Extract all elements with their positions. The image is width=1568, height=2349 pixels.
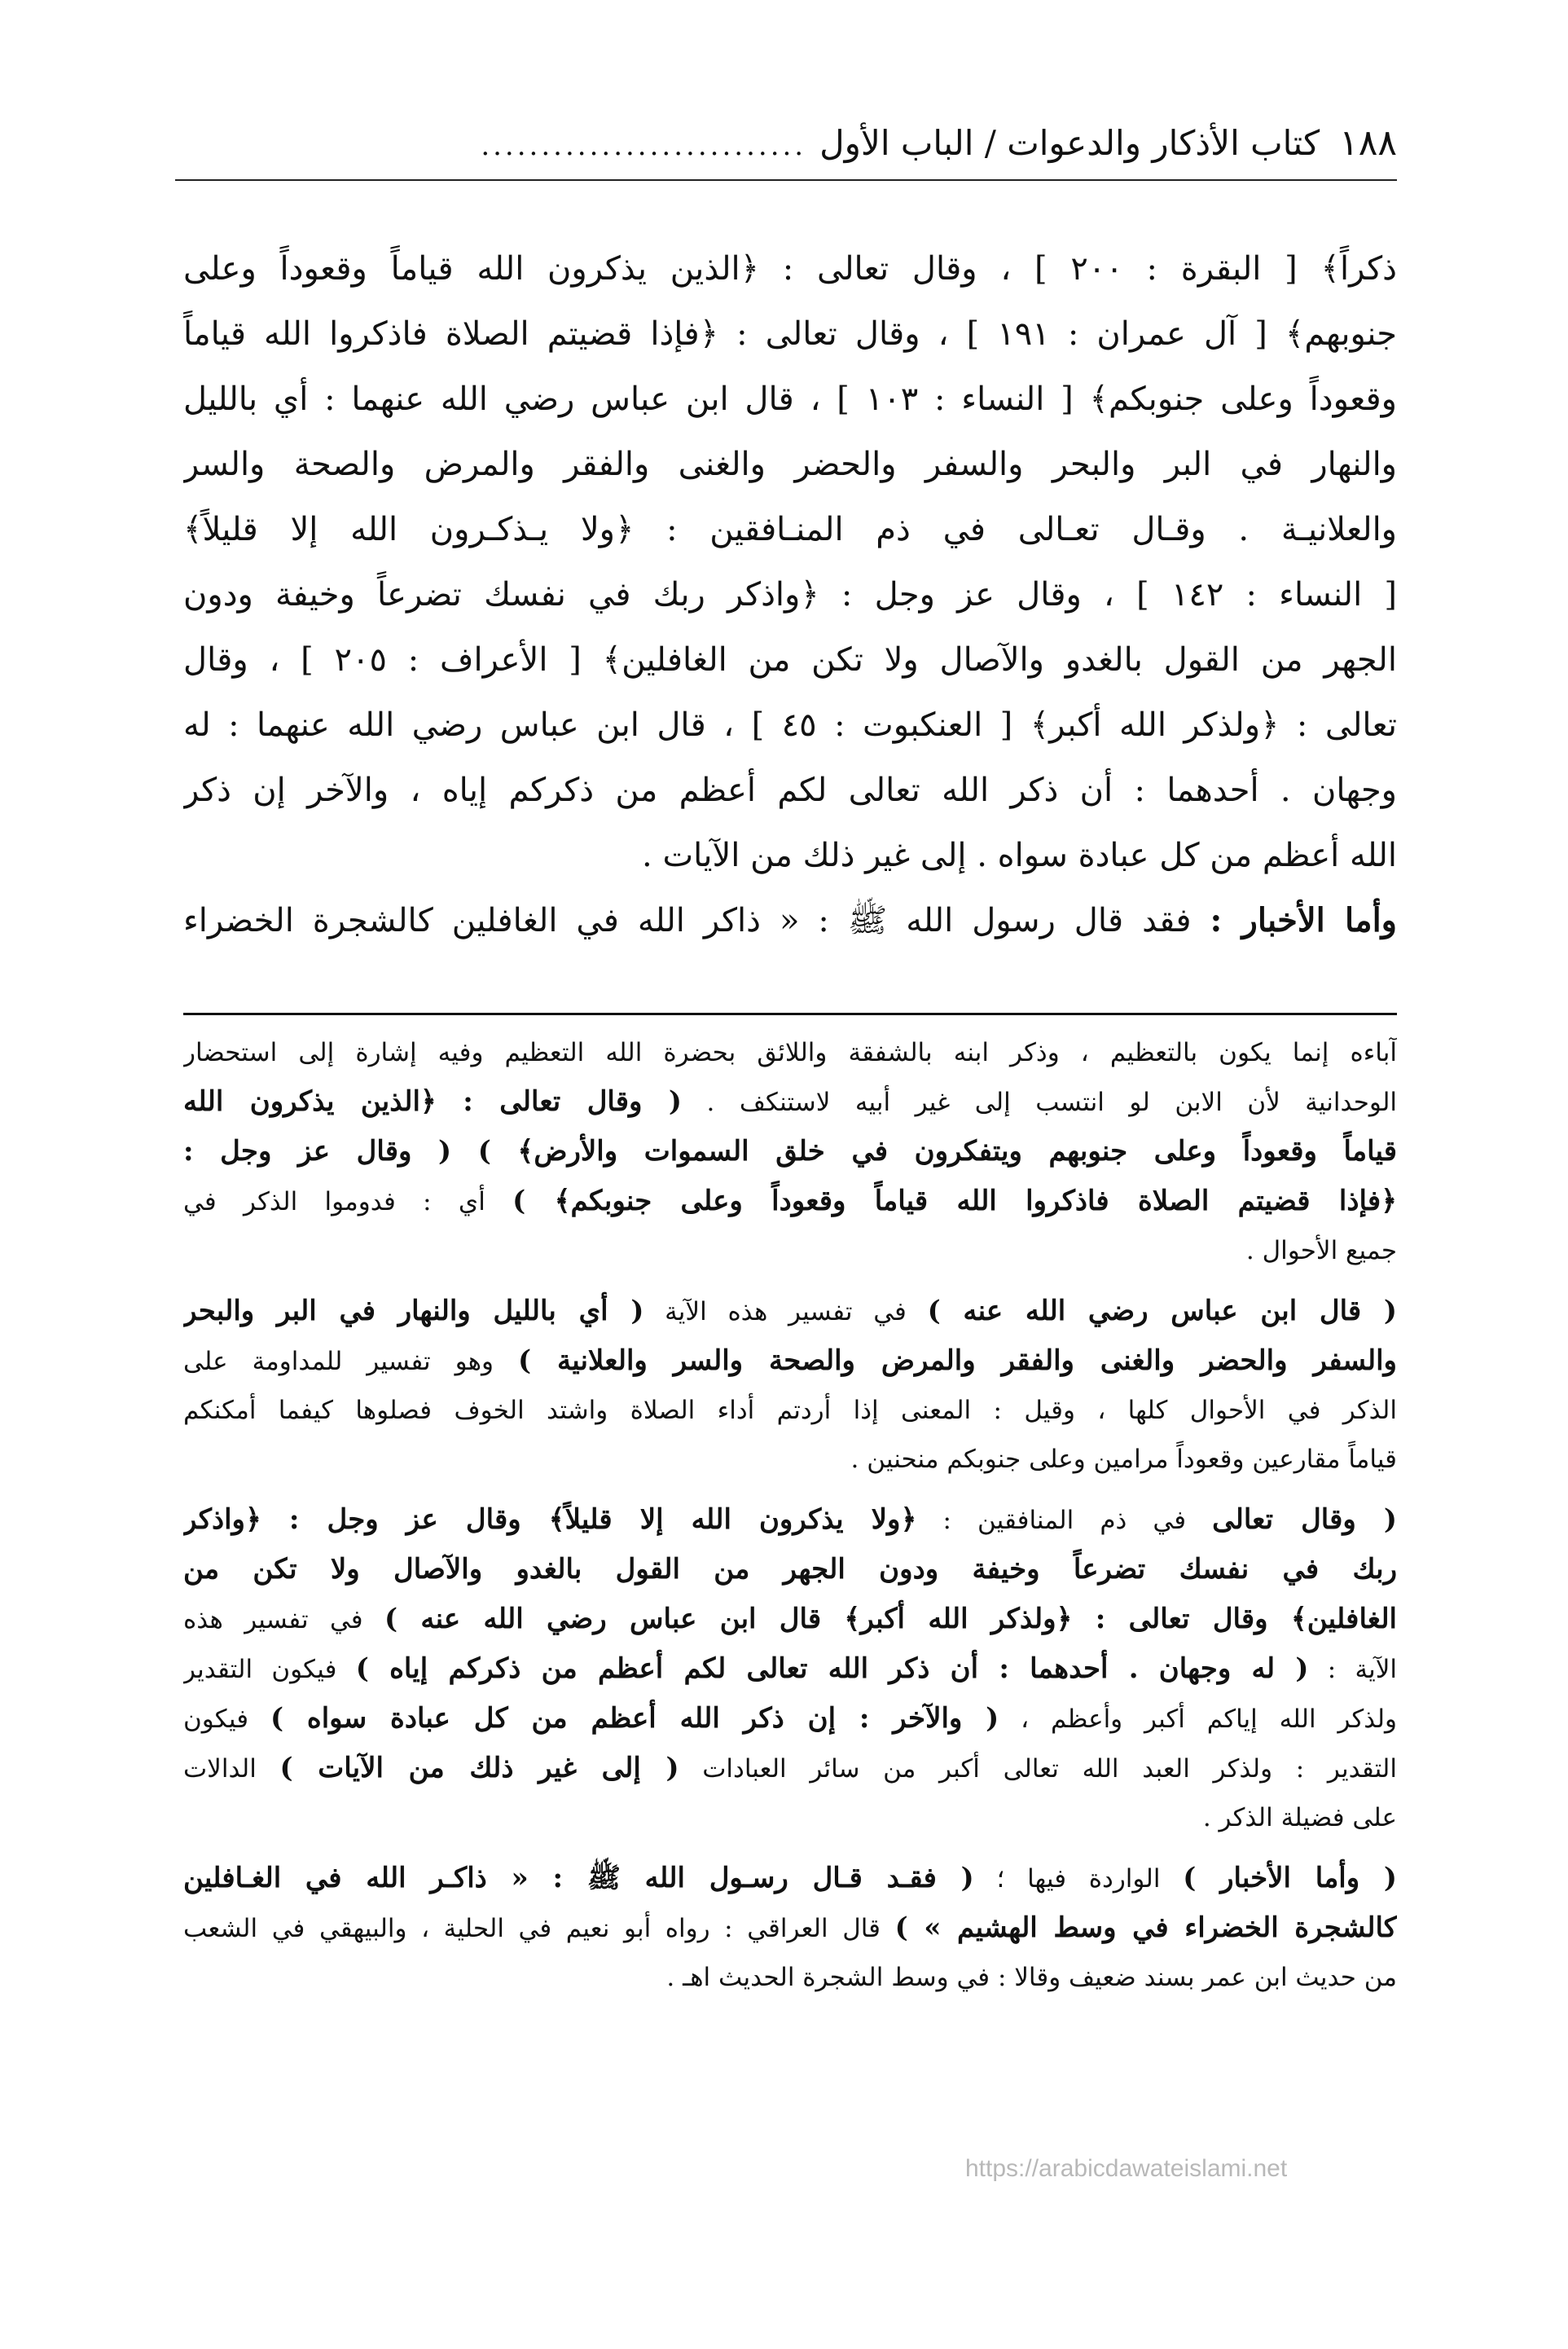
commentary-bold: كالشجرة الخضراء في وسط الهشيم » )	[894, 1911, 1397, 1944]
commentary-paragraph	[183, 1495, 1397, 1842]
main-line: والنهار في البر والبحر والسفر والحضر والغنى والفقر والمرض والصحة والسر	[183, 446, 1397, 483]
commentary-text: في تفسير هذه	[183, 1605, 363, 1634]
commentary-line	[183, 1744, 1397, 1793]
main-line: الله أعظم من كل عبادة سواه . إلى غير ذلك من الآيات .	[642, 837, 1397, 874]
main-line: الجهر من القول بالغدو والآصال ولا تكن من الغافلين﴾ [ الأعراف : ٢٠٥ ] ، وقال	[183, 641, 1397, 679]
commentary-bold: ( إلى غير ذلك من الآيات )	[279, 1752, 679, 1784]
commentary-text: فيكون التقدير	[183, 1655, 337, 1684]
main-line: وجهان . أحدهما : أن ذكر الله تعالى لكم أعظم من ذكركم إياه ، والآخر إن ذكر	[183, 772, 1397, 809]
commentary-text: الآية :	[1327, 1655, 1397, 1684]
main-line: جنوبهم﴾ [ آل عمران : ١٩١ ] ، وقال تعالى : ﴿فإذا قضيتم الصلاة فاذكروا الله قياماً	[183, 315, 1397, 353]
commentary	[183, 1028, 1397, 2013]
page-number: ١٨٨	[1339, 122, 1397, 164]
commentary-text: الواردة فيها ؛	[996, 1864, 1161, 1894]
commentary-line: قياماً مقارعين وقعوداً مرامين وعلى جنوبكم منحنين .	[850, 1445, 1397, 1474]
commentary-line	[183, 1545, 1397, 1595]
commentary-bold: ﴿فإذا قضيتم الصلاة فاذكروا الله قياماً وقعوداً وعلى جنوبكم﴾ )	[512, 1185, 1397, 1217]
commentary-line	[183, 1644, 1397, 1694]
commentary-bold: ( فقـد قـال رسـول الله ﷺ : « ذاكـر الله في الغـافلين	[183, 1862, 974, 1894]
commentary-line: آباءه إنما يكون بالتعظيم ، وذكر ابنه بالشفقة واللائق بحضرة الله التعظيم وفيه إشارة إلى استحضار	[183, 1038, 1397, 1067]
commentary-line	[183, 1077, 1397, 1127]
footnote-separator	[183, 1013, 1397, 1015]
commentary-text: الدالات	[183, 1754, 257, 1784]
commentary-text: وهو تفسير للمداومة على	[183, 1347, 494, 1376]
commentary-paragraph	[183, 1028, 1397, 1275]
commentary-text: فيكون	[183, 1705, 249, 1734]
commentary-paragraph	[183, 1854, 1397, 2002]
commentary-line: من حديث ابن عمر بسند ضعيف وقالا : في وسط الشجرة الحديث اهـ .	[666, 1963, 1397, 1992]
main-text	[183, 236, 1397, 953]
main-line: تعالى : ﴿ولذكر الله أكبر﴾ [ العنكبوت : ٤٥ ] ، قال ابن عباس رضي الله عنهما : له	[183, 706, 1397, 744]
running-title: كتاب الأذكار والدعوات / الباب الأول	[819, 123, 1320, 163]
commentary-line	[183, 1127, 1397, 1177]
main-line-akhbar	[183, 888, 1397, 953]
commentary-bold: الغافلين﴾ وقال تعالى : ﴿ولذكر الله أكبر﴾ قال ابن عباس رضي الله عنه )	[384, 1603, 1397, 1635]
akhbar-label: وأما الأخبار :	[1210, 901, 1397, 939]
commentary-bold: والسفر والحضر والغنى والفقر والمرض والصحة والسر والعلانية )	[517, 1344, 1397, 1377]
commentary-bold: ربك في نفسك تضرعاً وخيفة ودون الجهر من القول بالغدو والآصال ولا تكن من	[183, 1553, 1397, 1586]
commentary-line	[183, 1495, 1397, 1545]
page-header	[175, 122, 1397, 181]
commentary-line	[183, 1287, 1397, 1336]
commentary-bold: ( وقال تعالى : ﴿الذين يذكرون الله	[183, 1085, 683, 1118]
commentary-bold: ( له وجهان . أحدهما : أن ذكر الله تعالى لكم أعظم من ذكركم إياه )	[355, 1652, 1309, 1685]
commentary-bold: ( قال ابن عباس رضي الله عنه )	[927, 1295, 1397, 1327]
commentary-bold: ﴿ولا يذكرون الله إلا قليلاً﴾ وقال عز وجل : ﴿واذكر	[183, 1503, 917, 1536]
commentary-text: في ذم المنافقين :	[942, 1506, 1187, 1535]
commentary-bold: قياماً وقعوداً وعلى جنوبهم ويتفكرون في خلق السموات والأرض﴾ ) ( وقال عز وجل :	[183, 1135, 1397, 1168]
main-line: [ النساء : ١٤٢ ] ، وقال عز وجل : ﴿واذكر ربك في نفسك تضرعاً وخيفة ودون	[183, 576, 1397, 614]
commentary-text: أي : فدوموا الذكر في	[183, 1187, 485, 1216]
main-line: والعلانيـة . وقـال تعـالى في ذم المنـافقين : ﴿ولا يـذكـرون الله إلا قليلاً﴾	[183, 511, 1397, 548]
commentary-line	[183, 1903, 1397, 1953]
commentary-bold: ( وأما الأخبار )	[1183, 1862, 1397, 1894]
commentary-line: على فضيلة الذكر .	[1202, 1803, 1397, 1832]
commentary-paragraph	[183, 1287, 1397, 1484]
commentary-line: جميع الأحوال .	[1245, 1236, 1397, 1265]
commentary-text: في تفسير هذه الآية	[665, 1297, 907, 1326]
commentary-line	[183, 1854, 1397, 1903]
header-dots: ...........................	[481, 130, 807, 162]
watermark-url: https://arabicdawateislami.net	[965, 2155, 1288, 2182]
commentary-line	[183, 1595, 1397, 1644]
akhbar-text: فقد قال رسول الله ﷺ : « ذاكر الله في الغافلين كالشجرة الخضراء	[183, 902, 1192, 939]
commentary-text: قال العراقي : رواه أبو نعيم في الحلية ، والبيهقي في الشعب	[183, 1914, 881, 1943]
commentary-text: الوحدانية لأن الابن لو انتسب إلى غير أبيه لاستنكف .	[706, 1088, 1397, 1117]
main-line: وقعوداً وعلى جنوبكم﴾ [ النساء : ١٠٣ ] ، قال ابن عباس رضي الله عنهما : أي بالليل	[183, 381, 1397, 418]
commentary-bold: ( والآخر : إن ذكر الله أعظم من كل عبادة سواه )	[270, 1702, 999, 1735]
commentary-line: الذكر في الأحوال كلها ، وقيل : المعنى إذا أردتم أداء الصلاة واشتد الخوف فصلوها كيفما أمكنكم	[183, 1396, 1397, 1425]
commentary-text: التقدير : ولذكر العبد الله تعالى أكبر من سائر العبادات	[702, 1754, 1397, 1784]
commentary-bold: ( وقال تعالى	[1212, 1503, 1397, 1536]
commentary-text: ولذكر الله إياكم أكبر وأعظم ،	[1021, 1705, 1397, 1734]
commentary-line	[183, 1336, 1397, 1386]
commentary-bold: ( أي بالليل والنهار في البر والبحر	[183, 1295, 644, 1327]
main-line: ذكراً﴾ [ البقرة : ٢٠٠ ] ، وقال تعالى : ﴿الذين يذكرون الله قياماً وقعوداً وعلى	[183, 250, 1397, 288]
commentary-line	[183, 1177, 1397, 1226]
commentary-line	[183, 1694, 1397, 1744]
